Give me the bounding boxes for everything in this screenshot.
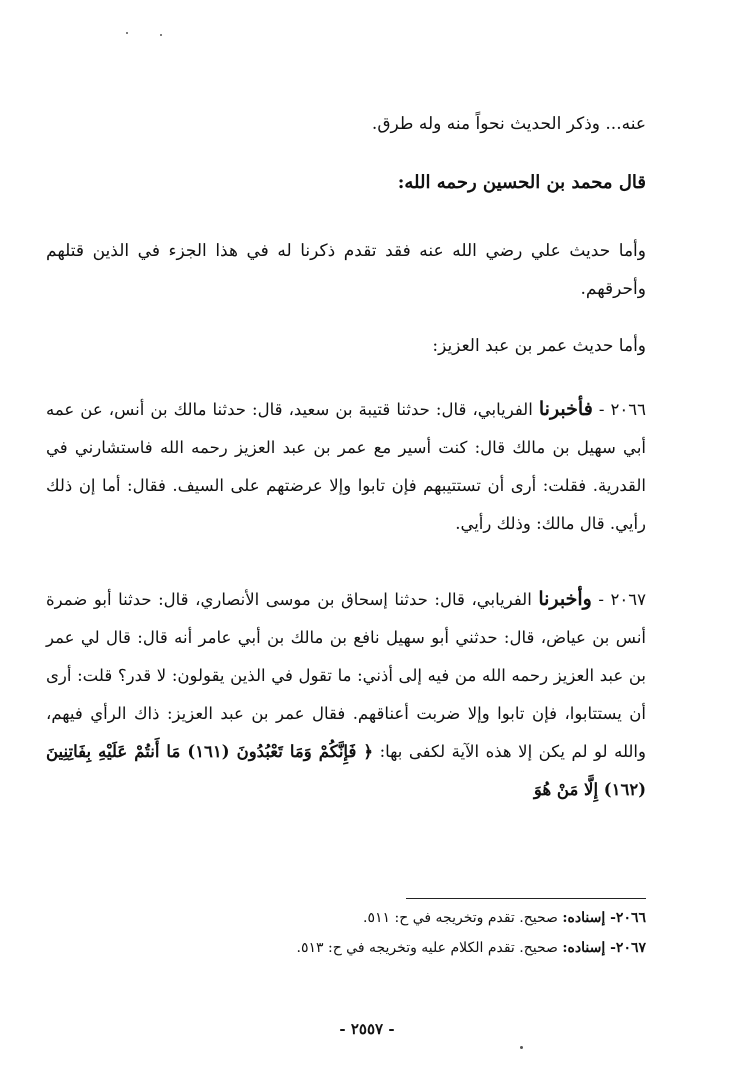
hadith-text: الفريابي، قال: حدثنا قتيبة بن سعيد، قال: حدثنا مالك بن أنس، عن عمه أبي سهيل بن مالك قال: كنت أسير مع عمر بن عبد العزيز رحمه الله فاستشارني في القدرية. فقلت: أرى أن تستتيبهم فإن تابوا وإلا عرضتهم على السيف. فقال: أما إن ذلك رأيي. قال مالك: وذلك رأيي. bbox=[46, 400, 646, 533]
footnote-2067 bbox=[46, 940, 646, 956]
hadith-number: ٢٠٦٦ - bbox=[598, 400, 646, 419]
hadith-text: الفريابي، قال: حدثنا إسحاق بن موسى الأنصاري، قال: حدثنا أبو ضمرة أنس بن عياض، قال: حدثني أبو سهيل نافع بن مالك بن أبي عامر أنه قال: قال لي عمر بن عبد العزيز رحمه الله من فيه إلى أذني: ما تقول في الذين يقولون: لا قدر؟ قلت: أرى أن يستتابوا، فإن تابوا وإلا ضربت أعناقهم. فقال عمر بن عبد العزيز: ذاك الرأي فيهم، والله لو لم يكن إلا هذه الآية لكفى بها: bbox=[46, 590, 646, 761]
footnote-2066 bbox=[46, 910, 646, 926]
hadith-opening-word: فأخبرنا bbox=[538, 398, 593, 420]
top-line: عنه... وذكر الحديث نحواً منه وله طرق. bbox=[371, 114, 646, 134]
paragraph-ali: وأما حديث علي رضي الله عنه فقد تقدم ذكرنا له في هذا الجزء في الذين قتلهم وأحرقهم. bbox=[46, 241, 646, 299]
scan-speck bbox=[160, 34, 162, 36]
hadith-opening-word: وأخبرنا bbox=[538, 588, 592, 610]
scan-speck bbox=[520, 1046, 523, 1049]
section-heading: قال محمد بن الحسين رحمه الله: bbox=[397, 172, 646, 193]
page-number: - ٢٥٥٧ - bbox=[339, 1020, 395, 1038]
footnote-label: ٢٠٦٧- إسناده: bbox=[562, 940, 646, 956]
paragraph-umar-intro: وأما حديث عمر بن عبد العزيز: bbox=[432, 336, 646, 356]
quran-verse: ﴿ فَإِنَّكُمْ وَمَا تَعْبُدُونَ (١٦١) مَا أَنتُمْ عَلَيْهِ بِفَاتِنِينَ (١٦٢) إِلَّا مَنْ هُوَ bbox=[46, 742, 646, 799]
footnote-label: ٢٠٦٦- إسناده: bbox=[562, 910, 646, 926]
hadith-2067 bbox=[46, 580, 646, 809]
hadith-2066 bbox=[46, 390, 646, 543]
footnote-text: صحيح. تقدم وتخريجه في ح: ٥١١. bbox=[363, 910, 558, 926]
footnote-divider bbox=[406, 898, 646, 899]
hadith-number: ٢٠٦٧ - bbox=[598, 590, 646, 609]
footnote-text: صحيح. تقدم الكلام عليه وتخريجه في ح: ٥١٣. bbox=[296, 940, 558, 956]
scan-speck bbox=[126, 32, 128, 34]
